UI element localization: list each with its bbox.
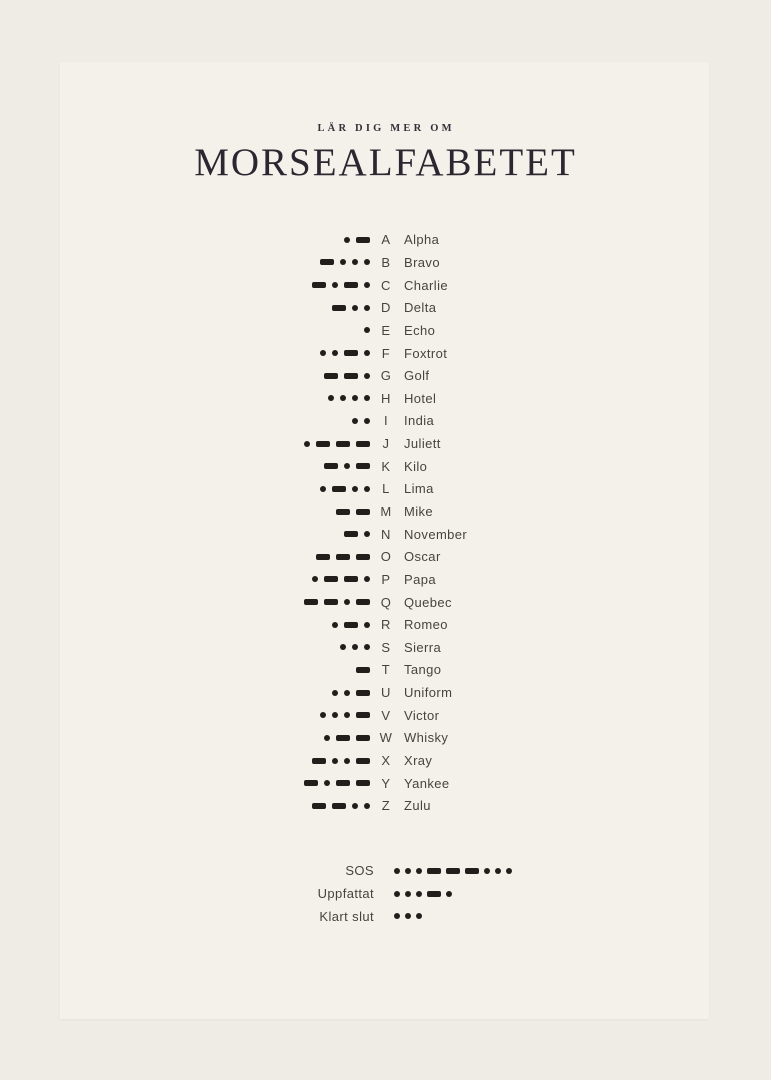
morse-code bbox=[60, 237, 370, 243]
dash-symbol bbox=[324, 373, 338, 379]
dash-symbol bbox=[344, 622, 358, 628]
morse-row bbox=[60, 274, 709, 297]
dot-symbol bbox=[352, 395, 358, 401]
morse-code bbox=[60, 780, 370, 786]
signal-code bbox=[394, 868, 512, 874]
dash-symbol bbox=[356, 237, 370, 243]
morse-word: Golf bbox=[404, 368, 430, 384]
dot-symbol bbox=[416, 868, 422, 874]
morse-letter: X bbox=[381, 753, 391, 769]
morse-letter: W bbox=[379, 730, 393, 746]
dash-symbol bbox=[324, 576, 338, 582]
signal-label: Klart slut bbox=[319, 908, 374, 924]
morse-row bbox=[60, 636, 709, 659]
morse-word: Sierra bbox=[404, 639, 442, 655]
morse-row bbox=[60, 478, 709, 501]
morse-code bbox=[60, 576, 370, 582]
dot-symbol bbox=[344, 237, 350, 243]
morse-row bbox=[60, 772, 709, 795]
dash-symbol bbox=[304, 780, 318, 786]
morse-row bbox=[60, 659, 709, 682]
dot-symbol bbox=[328, 395, 334, 401]
morse-row bbox=[60, 545, 709, 568]
dot-symbol bbox=[394, 913, 400, 919]
dot-symbol bbox=[332, 350, 338, 356]
morse-code bbox=[60, 667, 370, 673]
dot-symbol bbox=[416, 891, 422, 897]
morse-row bbox=[60, 704, 709, 727]
dash-symbol bbox=[336, 780, 350, 786]
dot-symbol bbox=[416, 913, 422, 919]
dash-symbol bbox=[312, 282, 326, 288]
dot-symbol bbox=[394, 868, 400, 874]
signal-code bbox=[394, 891, 452, 897]
dot-symbol bbox=[332, 622, 338, 628]
dash-symbol bbox=[332, 803, 346, 809]
dash-symbol bbox=[336, 509, 350, 515]
morse-word: India bbox=[404, 413, 435, 429]
morse-code bbox=[60, 418, 370, 424]
dot-symbol bbox=[352, 644, 358, 650]
morse-row bbox=[60, 613, 709, 636]
morse-code bbox=[60, 463, 370, 469]
dash-symbol bbox=[344, 576, 358, 582]
morse-row bbox=[60, 342, 709, 365]
dash-symbol bbox=[446, 868, 460, 874]
morse-letter: Z bbox=[381, 798, 391, 814]
dot-symbol bbox=[484, 868, 490, 874]
dot-symbol bbox=[304, 441, 310, 447]
morse-code bbox=[60, 803, 370, 809]
morse-row bbox=[60, 432, 709, 455]
morse-row bbox=[60, 455, 709, 478]
morse-code bbox=[60, 644, 370, 650]
morse-word: Bravo bbox=[404, 254, 440, 270]
morse-row bbox=[60, 591, 709, 614]
morse-letter: Y bbox=[381, 775, 391, 791]
morse-code bbox=[60, 509, 370, 515]
morse-letter: B bbox=[381, 254, 391, 270]
morse-letter: R bbox=[381, 617, 391, 633]
dot-symbol bbox=[352, 803, 358, 809]
signal-label: SOS bbox=[345, 863, 374, 879]
morse-letter: A bbox=[381, 232, 391, 248]
morse-word: Zulu bbox=[404, 798, 431, 814]
dot-symbol bbox=[324, 735, 330, 741]
dot-symbol bbox=[324, 780, 330, 786]
morse-letter: N bbox=[381, 526, 391, 542]
morse-letter: G bbox=[380, 368, 392, 384]
morse-word: Oscar bbox=[404, 549, 441, 565]
morse-code bbox=[60, 599, 370, 605]
dash-symbol bbox=[320, 259, 334, 265]
dash-symbol bbox=[324, 599, 338, 605]
dot-symbol bbox=[312, 576, 318, 582]
dash-symbol bbox=[344, 373, 358, 379]
dash-symbol bbox=[356, 554, 370, 560]
morse-letter: H bbox=[381, 390, 391, 406]
morse-alphabet-table bbox=[60, 229, 709, 818]
dot-symbol bbox=[405, 868, 411, 874]
morse-letter: S bbox=[381, 639, 391, 655]
morse-row bbox=[60, 523, 709, 546]
morse-word: Charlie bbox=[404, 277, 448, 293]
dash-symbol bbox=[304, 599, 318, 605]
dot-symbol bbox=[340, 259, 346, 265]
dash-symbol bbox=[465, 868, 479, 874]
dot-symbol bbox=[332, 758, 338, 764]
morse-word: Papa bbox=[404, 571, 436, 587]
dot-symbol bbox=[340, 395, 346, 401]
dot-symbol bbox=[344, 758, 350, 764]
morse-poster bbox=[60, 62, 709, 1019]
dot-symbol bbox=[495, 868, 501, 874]
morse-word: Foxtrot bbox=[404, 345, 448, 361]
dash-symbol bbox=[356, 712, 370, 718]
dot-symbol bbox=[344, 712, 350, 718]
dot-symbol bbox=[332, 690, 338, 696]
morse-signals-table bbox=[60, 860, 709, 928]
dash-symbol bbox=[356, 758, 370, 764]
morse-letter: P bbox=[381, 571, 391, 587]
signal-label: Uppfattat bbox=[317, 886, 374, 902]
dash-symbol bbox=[332, 486, 346, 492]
morse-word: Lima bbox=[404, 481, 434, 497]
dot-symbol bbox=[320, 486, 326, 492]
morse-code bbox=[60, 373, 370, 379]
dot-symbol bbox=[320, 712, 326, 718]
morse-row bbox=[60, 251, 709, 274]
signal-row bbox=[60, 882, 709, 905]
morse-code bbox=[60, 259, 370, 265]
morse-code bbox=[60, 531, 370, 537]
dot-symbol bbox=[506, 868, 512, 874]
dash-symbol bbox=[324, 463, 338, 469]
morse-letter: E bbox=[381, 322, 391, 338]
morse-word: November bbox=[404, 526, 468, 542]
dash-symbol bbox=[312, 803, 326, 809]
morse-code bbox=[60, 282, 370, 288]
morse-letter: U bbox=[381, 685, 391, 701]
morse-word: Quebec bbox=[404, 594, 452, 610]
morse-word: Tango bbox=[404, 662, 442, 678]
signal-row bbox=[60, 905, 709, 928]
morse-letter: F bbox=[381, 345, 391, 361]
dash-symbol bbox=[336, 554, 350, 560]
dot-symbol bbox=[405, 913, 411, 919]
morse-code bbox=[60, 350, 370, 356]
morse-word: Victor bbox=[404, 707, 440, 723]
morse-code bbox=[60, 758, 370, 764]
morse-row bbox=[60, 749, 709, 772]
dash-symbol bbox=[312, 758, 326, 764]
morse-word: Juliett bbox=[404, 436, 441, 452]
dash-symbol bbox=[356, 780, 370, 786]
dash-symbol bbox=[427, 868, 441, 874]
morse-row bbox=[60, 681, 709, 704]
dash-symbol bbox=[344, 531, 358, 537]
dash-symbol bbox=[344, 350, 358, 356]
morse-word: Hotel bbox=[404, 390, 437, 406]
dot-symbol bbox=[352, 305, 358, 311]
poster-title: MORSEALFABETET bbox=[194, 141, 577, 184]
dot-symbol bbox=[344, 599, 350, 605]
morse-word: Uniform bbox=[404, 685, 453, 701]
morse-row bbox=[60, 568, 709, 591]
dash-symbol bbox=[316, 441, 330, 447]
dash-symbol bbox=[336, 441, 350, 447]
dash-symbol bbox=[344, 282, 358, 288]
morse-word: Yankee bbox=[404, 775, 450, 791]
morse-code bbox=[60, 712, 370, 718]
dot-symbol bbox=[405, 891, 411, 897]
dash-symbol bbox=[336, 735, 350, 741]
morse-letter: L bbox=[382, 481, 390, 497]
morse-code bbox=[60, 486, 370, 492]
morse-row bbox=[60, 364, 709, 387]
morse-row bbox=[60, 500, 709, 523]
morse-code bbox=[60, 441, 370, 447]
dash-symbol bbox=[356, 599, 370, 605]
morse-row bbox=[60, 795, 709, 818]
morse-row bbox=[60, 387, 709, 410]
dot-symbol bbox=[352, 486, 358, 492]
morse-code bbox=[60, 622, 370, 628]
morse-word: Kilo bbox=[404, 458, 428, 474]
morse-word: Mike bbox=[404, 504, 434, 519]
dash-symbol bbox=[332, 305, 346, 311]
dash-symbol bbox=[356, 667, 370, 673]
morse-row bbox=[60, 727, 709, 750]
morse-code bbox=[60, 305, 370, 311]
morse-code bbox=[60, 395, 370, 401]
signal-row bbox=[60, 860, 709, 883]
morse-letter: Q bbox=[380, 594, 392, 610]
signal-code bbox=[394, 913, 422, 919]
morse-word: Alpha bbox=[404, 232, 440, 248]
poster-eyebrow: LÄR DIG MER OM bbox=[317, 123, 455, 134]
morse-letter: D bbox=[381, 300, 391, 316]
morse-letter: K bbox=[381, 458, 391, 474]
morse-code bbox=[60, 554, 370, 560]
morse-letter: T bbox=[381, 662, 391, 678]
dash-symbol bbox=[316, 554, 330, 560]
morse-letter: M bbox=[380, 504, 392, 519]
morse-word: Whisky bbox=[404, 730, 449, 746]
dot-symbol bbox=[332, 712, 338, 718]
dash-symbol bbox=[427, 891, 441, 897]
dash-symbol bbox=[356, 463, 370, 469]
dot-symbol bbox=[394, 891, 400, 897]
dot-symbol bbox=[352, 259, 358, 265]
morse-code bbox=[60, 327, 370, 333]
dash-symbol bbox=[356, 690, 370, 696]
dash-symbol bbox=[356, 441, 370, 447]
morse-row bbox=[60, 296, 709, 319]
dot-symbol bbox=[332, 282, 338, 288]
morse-letter: C bbox=[381, 277, 391, 293]
morse-row bbox=[60, 319, 709, 342]
morse-code bbox=[60, 735, 370, 741]
dot-symbol bbox=[344, 690, 350, 696]
morse-code bbox=[60, 690, 370, 696]
dot-symbol bbox=[344, 463, 350, 469]
morse-word: Romeo bbox=[404, 617, 448, 633]
morse-word: Echo bbox=[404, 322, 436, 338]
morse-letter: J bbox=[382, 436, 390, 452]
morse-letter: O bbox=[380, 549, 392, 565]
morse-word: Delta bbox=[404, 300, 437, 316]
dot-symbol bbox=[446, 891, 452, 897]
morse-row bbox=[60, 410, 709, 433]
morse-word: Xray bbox=[404, 753, 433, 769]
dot-symbol bbox=[352, 418, 358, 424]
morse-row bbox=[60, 229, 709, 252]
morse-letter: V bbox=[381, 707, 391, 723]
dash-symbol bbox=[356, 735, 370, 741]
morse-letter: I bbox=[383, 413, 389, 429]
dot-symbol bbox=[340, 644, 346, 650]
dash-symbol bbox=[356, 509, 370, 515]
dot-symbol bbox=[320, 350, 326, 356]
